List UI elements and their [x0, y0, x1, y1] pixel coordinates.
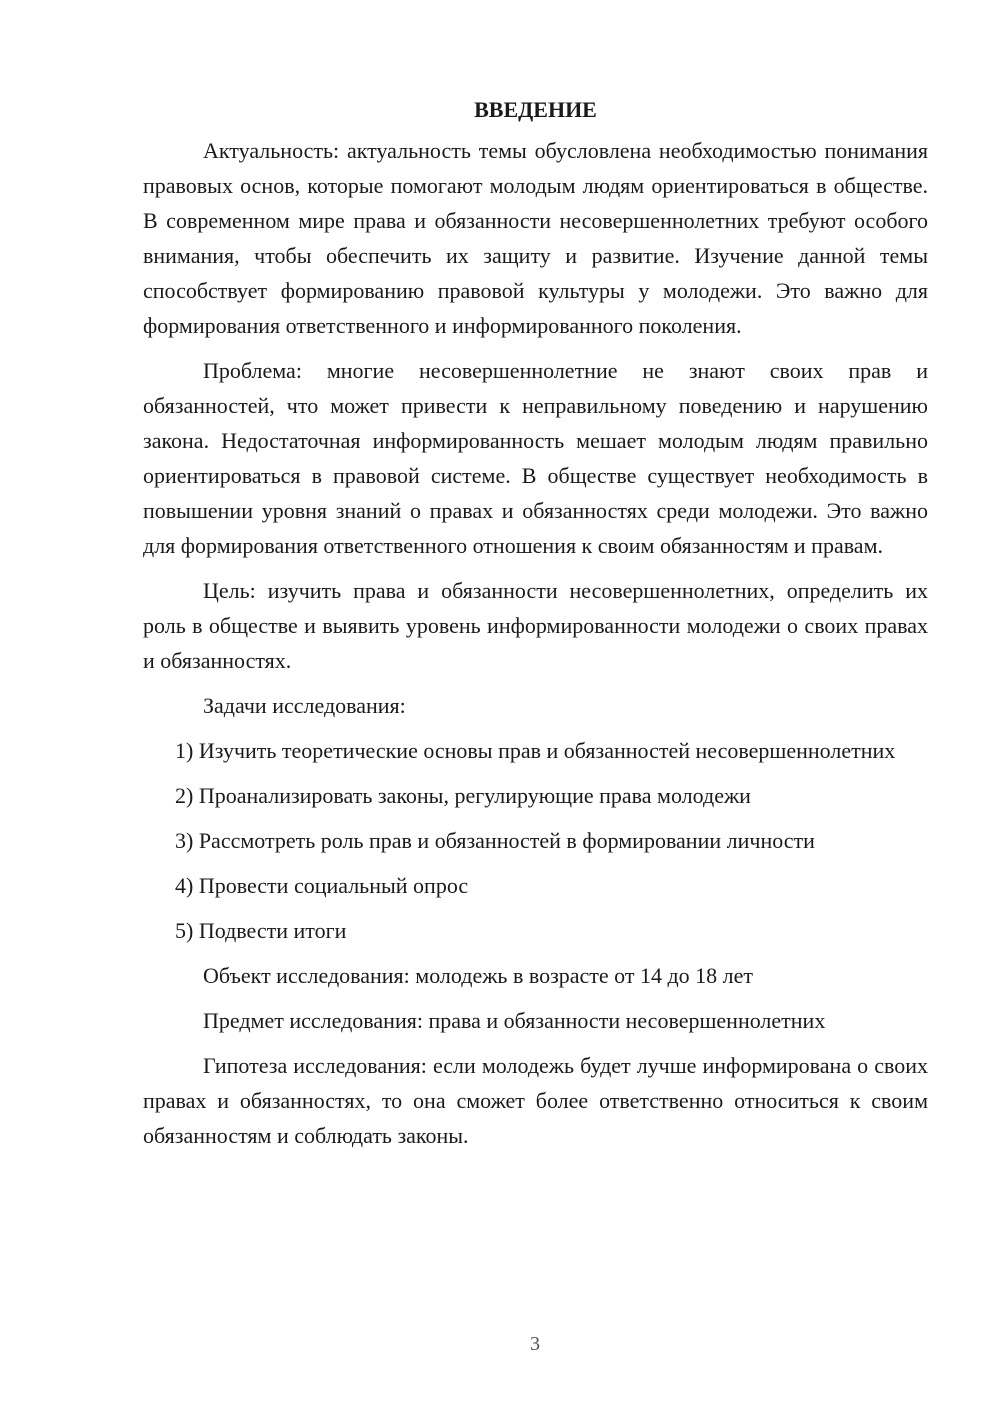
- relevance-paragraph: Актуальность: актуальность темы обусловлена необходимостью понимания правовых основ, которые помогают молодым людям ориентироваться в обществе. В современном мире права и обязанности несовершеннолетних требуют особого внимания, чтобы обеспечить их защиту и развитие. Изучение данной темы способствует формированию правовой культуры у молодежи. Это важно для формирования ответственного и информированного поколения.: [143, 138, 928, 338]
- task-item: 3) Рассмотреть роль прав и обязанностей в формировании личности: [175, 828, 815, 853]
- task-item: 1) Изучить теоретические основы прав и обязанностей несовершеннолетних: [175, 738, 896, 763]
- page-number: 3: [530, 1333, 540, 1355]
- tasks-list: [143, 733, 928, 948]
- object-paragraph: Объект исследования: молодежь в возрасте от 14 до 18 лет: [203, 963, 754, 988]
- page-content: [143, 92, 928, 1163]
- task-item: 2) Проанализировать законы, регулирующие права молодежи: [175, 783, 751, 808]
- section-title: ВВЕДЕНИЕ: [474, 97, 597, 122]
- tasks-heading: Задачи исследования:: [203, 693, 406, 718]
- task-item: 5) Подвести итоги: [175, 918, 347, 943]
- task-item: 4) Провести социальный опрос: [175, 873, 469, 898]
- problem-paragraph: Проблема: многие несовершеннолетние не знают своих прав и обязанностей, что может привести к неправильному поведению и нарушению закона. Недостаточная информированность мешает молодым людям правильно ориентироваться в правовой системе. В обществе существует необходимость в повышении уровня знаний о правах и обязанностях среди молодежи. Это важно для формирования ответственного отношения к своим обязанностям и правам.: [143, 358, 928, 558]
- goal-paragraph: Цель: изучить права и обязанности несовершеннолетних, определить их роль в обществе и выявить уровень информированности молодежи о своих правах и обязанностях.: [143, 578, 928, 673]
- subject-paragraph: Предмет исследования: права и обязанности несовершеннолетних: [203, 1008, 826, 1033]
- hypothesis-paragraph: Гипотеза исследования: если молодежь будет лучше информирована о своих правах и обязанностях, то она сможет более ответственно относиться к своим обязанностям и соблюдать законы.: [143, 1053, 928, 1148]
